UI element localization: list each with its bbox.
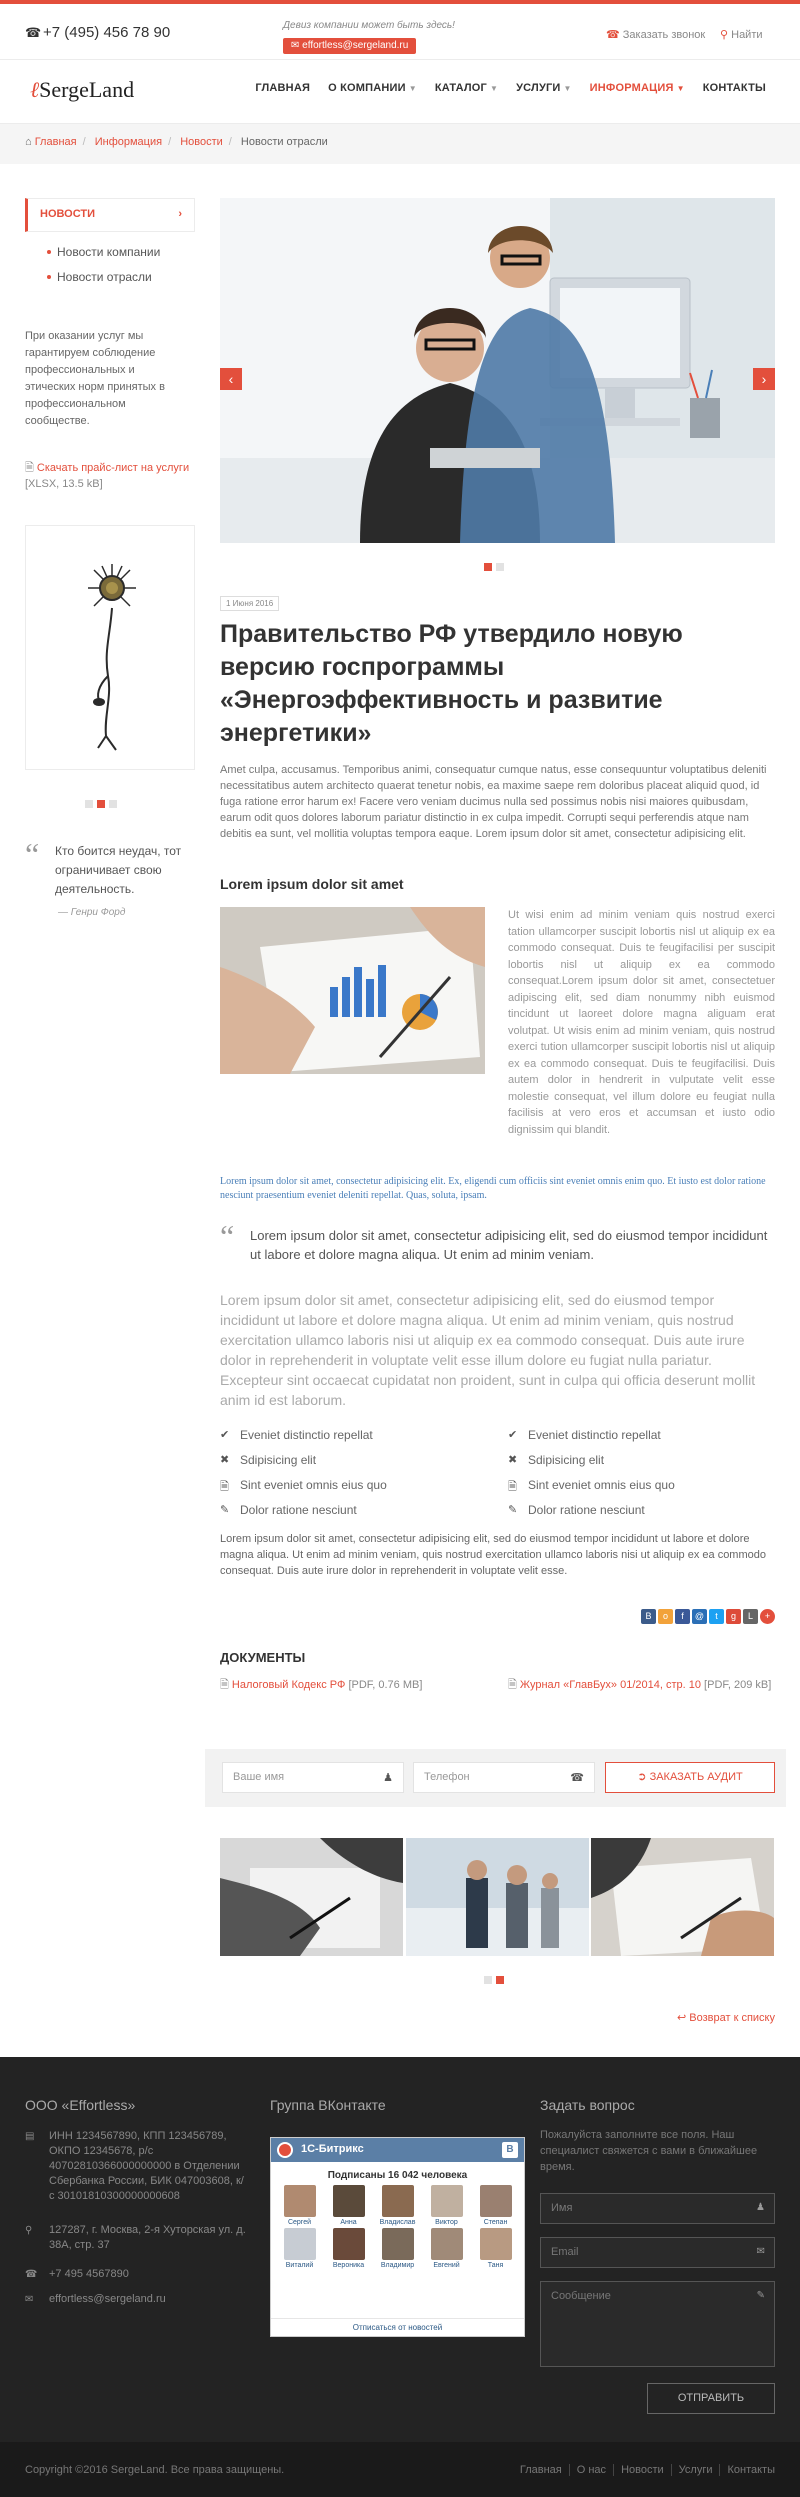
- doc-meta: [PDF, 209 kB]: [704, 1679, 772, 1691]
- footer-nav-about[interactable]: О нас: [570, 2464, 614, 2476]
- feature-text: Eveniet distinctio repellat: [240, 1428, 373, 1442]
- livejournal-share-icon[interactable]: L: [743, 1609, 758, 1624]
- logo-text: SergeLand: [39, 77, 135, 102]
- name-placeholder: Ваше имя: [233, 1771, 285, 1783]
- price-link-label: Скачать прайс-лист на услуги: [36, 462, 190, 474]
- breadcrumb: ⌂ Главная / Информация / Новости / Новости отрасли: [25, 136, 328, 148]
- order-audit-label: ЗАКАЗАТЬ АУДИТ: [649, 1771, 743, 1783]
- feature-item: [508, 1453, 778, 1467]
- footer-nav-news[interactable]: Новости: [614, 2464, 672, 2476]
- member-name: Виктор: [435, 2219, 458, 2226]
- check-icon: ✔: [220, 1429, 230, 1441]
- nav-item-catalog[interactable]: [426, 82, 507, 94]
- feature-text: Dolor ratione nesciunt: [528, 1503, 645, 1517]
- bottom-bar: [0, 2442, 800, 2497]
- sidebar-item-industry-news[interactable]: Новости отрасли: [47, 270, 160, 284]
- avatar: [333, 2185, 365, 2217]
- main-image-slider[interactable]: [220, 198, 775, 543]
- bitrix-logo: [277, 2142, 293, 2158]
- more-share-icon[interactable]: +: [760, 1609, 775, 1624]
- quote-author: — Генри Форд: [58, 907, 126, 918]
- feature-text: Eveniet distinctio repellat: [528, 1428, 661, 1442]
- user-icon: ♟: [383, 1772, 393, 1784]
- vk-member[interactable]: [471, 2228, 520, 2269]
- chevron-down-icon: ▼: [563, 84, 572, 93]
- feature-item: [508, 1503, 778, 1517]
- ask-email-input[interactable]: [540, 2237, 775, 2268]
- search-label: Найти: [731, 29, 763, 41]
- gallery-photo[interactable]: [591, 1838, 775, 1956]
- doc-item[interactable]: [220, 1677, 475, 1693]
- vk-member[interactable]: [324, 2228, 373, 2269]
- main-nav: [246, 82, 775, 94]
- feature-item: [220, 1503, 490, 1517]
- price-list-link[interactable]: [25, 460, 195, 492]
- feature-text: Sdipisicing elit: [528, 1453, 605, 1467]
- article-final-text: Lorem ipsum dolor sit amet, consectetur adipisicing elit, sed do eiusmod tempor incididunt ut labore et dolore magna aliqua. Ut enim ad minim veniam, quis nostrud exercitation ullamco laboris nisi ut aliquip ex ea commodo consequat. Duis aute irure dolor in reprehenderit in voluptate velit esse.: [220, 1533, 766, 1577]
- feature-text: Sdipisicing elit: [240, 1453, 317, 1467]
- phone-icon: ☎: [25, 2269, 38, 2280]
- feature-item: [220, 1428, 490, 1442]
- nav-item-services[interactable]: [507, 82, 581, 94]
- file-icon: 🗎: [220, 1481, 229, 1493]
- ok-share-icon[interactable]: o: [658, 1609, 673, 1624]
- article-big-text: Lorem ipsum dolor sit amet, consectetur adipisicing elit, sed do eiusmod tempor incididunt ut labore et dolore magna aliqua. Ut enim ad minim veniam, quis nostrud exercitation ullamco laboris nisi ut aliquip ex ea commodo consequat. Duis aute irure dolor in reprehenderit in voluptate velit esse illum dolore eu fugiat nulla pariatur. Excepteur sint occaecat cupidatat non proident, sunt in culpa qui officia deserunt mollit anim id est laborum.: [220, 1292, 756, 1408]
- back-to-list-link[interactable]: [677, 2011, 775, 2024]
- feature-item: [220, 1453, 490, 1467]
- feature-text: Dolor ratione nesciunt: [240, 1503, 357, 1517]
- quote-text: Кто боится неудач, тот ограничивает свою деятельность.: [55, 844, 182, 896]
- member-name: Виталий: [285, 2262, 314, 2269]
- audit-form: [205, 1749, 786, 1807]
- vk-subscribers: Подписаны 16 042 человека: [327, 2170, 468, 2181]
- callback-label: Заказать звонок: [622, 29, 706, 41]
- quote-icon: “: [220, 1218, 235, 1254]
- sidebar-slider-dots: [85, 800, 117, 808]
- sidebar-list: [47, 245, 160, 295]
- business-chart-photo: [220, 907, 485, 1074]
- avatar: [431, 2228, 463, 2260]
- file-icon: 🗎: [25, 462, 34, 474]
- envelope-icon: ✉: [25, 2294, 34, 2305]
- pencil-icon: ✎: [508, 1504, 518, 1516]
- avatar: [382, 2185, 414, 2217]
- blockquote-text: Lorem ipsum dolor sit amet, consectetur adipisicing elit, sed do eiusmod tempor incididunt ut labore et dolore magna aliqua. Ut enim ad minim veniam.: [250, 1228, 768, 1262]
- article-title: Правительство РФ утвердило новую версию госпрограммы «Энергоэффективность и развитие энергетики»: [220, 620, 683, 747]
- office-photo: [220, 198, 775, 543]
- footer-nav: [513, 2464, 775, 2476]
- slider-dot[interactable]: [484, 1976, 492, 1984]
- footer-company: ООО «Effortless»: [25, 2097, 136, 2113]
- price-link-meta: [XLSX, 13.5 kB]: [25, 478, 103, 490]
- vk-widget[interactable]: [270, 2137, 525, 2337]
- footer-email-text: effortless@sergeland.ru: [49, 2293, 166, 2305]
- vk-group-name: 1С-Битрикс: [301, 2143, 364, 2155]
- member-name: Сергей: [287, 2219, 312, 2226]
- share-icon: ➲: [637, 1771, 647, 1783]
- doc-meta: [PDF, 0.76 MB]: [348, 1679, 423, 1691]
- sidebar-title[interactable]: [25, 198, 195, 232]
- main-slider-dots: [484, 563, 504, 571]
- nav-item-info[interactable]: [581, 82, 694, 94]
- google-share-icon[interactable]: g: [726, 1609, 741, 1624]
- requisites-text: ИНН 1234567890, КПП 123456789, ОКПО 12345678, р/с 40702810366000000000 в Отделении Сбербанка России, БИК 047003608, к/с 30101810300000000608: [49, 2130, 244, 2202]
- twitter-share-icon[interactable]: t: [709, 1609, 724, 1624]
- feature-text: Sint eveniet omnis eius quo: [240, 1478, 387, 1492]
- vk-member[interactable]: [373, 2185, 422, 2226]
- mailru-share-icon[interactable]: @: [692, 1609, 707, 1624]
- vk-member[interactable]: [471, 2185, 520, 2226]
- nav-item-home[interactable]: [246, 82, 319, 94]
- chevron-down-icon: ▼: [676, 84, 685, 93]
- ask-title: Задать вопрос: [540, 2097, 635, 2113]
- chevron-right-icon: ›: [178, 208, 182, 220]
- doc-link: Налоговый Кодекс РФ: [231, 1679, 346, 1691]
- article-lead: Amet culpa, accusamus. Temporibus animi, consequatur cumque natus, esse consequuntur voluptatibus deleniti necessitatibus autem architecto quaerat tenetur nobis, ea maxime saepe rem doloribus placeat aliquid quod, id fuga ratione error harum ex! Facere vero veniam ducimus nulla sed possimus nobis nisi maiores quibusdam, earum odit quos dolores laborum pariatur distinctio in ex culpa impedit. Corrupti sequi perferendis atque nam debitis ea sunt, vel mollitia voluptas tempora eaque. Lorem ipsum dolor sit amet, consectetur adipisicing elit.: [220, 764, 767, 840]
- back-link-label: Возврат к списку: [689, 2012, 775, 2024]
- ask-text: Пожалуйста заполните все поля. Наш специалист свяжется с вами в ближайшее время.: [540, 2129, 758, 2173]
- ask-email-placeholder: Email: [551, 2246, 579, 2258]
- phone-icon: ☎: [606, 29, 620, 41]
- member-name: Владислав: [379, 2219, 416, 2226]
- name-input[interactable]: [222, 1762, 404, 1793]
- feature-col-right: [508, 1428, 778, 1528]
- feature-item: [508, 1428, 778, 1442]
- breadcrumb-home[interactable]: Главная: [34, 136, 77, 148]
- nav-label: ГЛАВНАЯ: [255, 82, 311, 94]
- sidebar-item-company-news[interactable]: Новости компании: [47, 245, 160, 259]
- phone-placeholder: Телефон: [424, 1771, 470, 1783]
- article-blockquote: [220, 1218, 775, 1264]
- avatar: [480, 2228, 512, 2260]
- member-name: Владимир: [380, 2262, 415, 2269]
- slider-dot[interactable]: [109, 800, 117, 808]
- member-name: Таня: [487, 2262, 504, 2269]
- send-button[interactable]: ОТПРАВИТЬ: [647, 2383, 775, 2414]
- pencil-icon: ✎: [756, 2290, 765, 2301]
- check-icon: ✔: [508, 1429, 518, 1441]
- id-card-icon: ▤: [25, 2131, 35, 2142]
- ask-name-input[interactable]: [540, 2193, 775, 2224]
- footer-nav-services[interactable]: Услуги: [672, 2464, 721, 2476]
- slider-dot-active[interactable]: [496, 1976, 504, 1984]
- breadcrumb-bar: [0, 124, 800, 164]
- close-icon: ✖: [220, 1454, 230, 1466]
- avatar: [333, 2228, 365, 2260]
- vk-title: Группа ВКонтакте: [270, 2097, 386, 2113]
- sidebar-text: При оказании услуг мы гарантируем соблюдение профессиональных и этических норм принятых в профессиональном сообществе.: [25, 330, 165, 427]
- file-icon: 🗎: [508, 1679, 517, 1691]
- footer-phone[interactable]: [25, 2267, 255, 2282]
- quote-icon: “: [25, 836, 40, 872]
- nav-label: О КОМПАНИИ: [328, 82, 406, 94]
- article-right-column: Ut wisi enim ad minim veniam quis nostrud exerci tation ullamcorper suscipit lobortis nisl ut aliquip ex ea commodo consequat. Duis te feugifacilisi per suscipit lobortis nisl ut aliquip ex ea commodo consequat.Lorem ipsum dolor sit amet, consectetuer adipiscing elit, sed diam nonummy nibh euismod tincidunt ut laoreet dolore magna aliguam erat volutpat. Ut wisis enim ad minim veniam, quis nostrud exerci tution ullamcorper suscipit lobortis nisl ut aliquip ex ea commodo consequat. Duis te feugifacilisi. Duis autem dolor in hendrerit in vulputate velit esse molestie consequat, vel illum dolore eu feugiat nulla facilisis at vero eros et accumsan et iusto odio dignissim qui blandit.: [508, 909, 775, 1136]
- nav-label: КАТАЛОГ: [434, 82, 487, 94]
- ask-message-placeholder: Сообщение: [551, 2290, 611, 2302]
- pencil-icon: ✎: [220, 1504, 230, 1516]
- member-name: Евгений: [433, 2262, 460, 2269]
- user-icon: ♟: [756, 2202, 765, 2213]
- gallery-dots: [484, 1976, 504, 1984]
- vk-widget-header: [271, 2138, 524, 2162]
- footer-requisites: [25, 2129, 245, 2204]
- phone-number: +7 (495) 456 78 90: [43, 24, 171, 41]
- nav-label: ИНФОРМАЦИЯ: [589, 82, 674, 94]
- phone-icon: ☎: [570, 1772, 584, 1784]
- vk-member[interactable]: [373, 2228, 422, 2269]
- article-date: 1 Июня 2016: [220, 596, 279, 611]
- vk-share-icon[interactable]: B: [641, 1609, 656, 1624]
- member-name: Степан: [483, 2219, 508, 2226]
- ask-message-textarea[interactable]: [540, 2281, 775, 2367]
- gallery-photo[interactable]: [406, 1838, 590, 1956]
- vk-member[interactable]: [422, 2185, 471, 2226]
- breadcrumb-current: Новости отрасли: [240, 136, 328, 148]
- slider-dot-active[interactable]: [97, 800, 105, 808]
- vk-member[interactable]: [422, 2228, 471, 2269]
- address-text: 127287, г. Москва, 2-я Хуторская ул. д. 38А, стр. 37: [49, 2224, 246, 2251]
- file-icon: 🗎: [220, 1679, 229, 1691]
- avatar: [431, 2185, 463, 2217]
- avatar: [480, 2185, 512, 2217]
- search-link[interactable]: [720, 28, 763, 41]
- map-marker-icon: ⚲: [25, 2225, 33, 2236]
- sidebar-title-label: НОВОСТИ: [40, 208, 96, 220]
- breadcrumb-news[interactable]: Новости: [180, 136, 223, 148]
- gallery-photo[interactable]: [220, 1838, 404, 1956]
- share-buttons: [641, 1609, 775, 1624]
- vk-logo-icon: B: [502, 2142, 518, 2158]
- phone-input[interactable]: [413, 1762, 595, 1793]
- chevron-down-icon: ▼: [408, 84, 417, 93]
- chevron-down-icon: ▼: [489, 84, 499, 93]
- slider-dot[interactable]: [496, 563, 504, 571]
- copyright: Copyright ©2016 SergeLand. Все права защищены.: [25, 2464, 285, 2476]
- callback-link[interactable]: [606, 28, 705, 41]
- sidebar-quote: [25, 836, 195, 918]
- nav-label: УСЛУГИ: [516, 82, 561, 94]
- email-badge[interactable]: ✉ effortless@sergeland.ru: [283, 38, 416, 54]
- feature-item: [220, 1478, 490, 1492]
- vk-member[interactable]: [275, 2228, 324, 2269]
- footer-address: [25, 2223, 255, 2253]
- docs-title: ДОКУМЕНТЫ: [220, 1650, 306, 1665]
- ask-name-placeholder: Имя: [551, 2202, 573, 2214]
- file-icon: 🗎: [508, 1481, 517, 1493]
- article-serif-text: Lorem ipsum dolor sit amet, consectetur adipisicing elit. Ex, eligendi cum officiis sint eveniet omnis enim quo. Et iusto est dolor ratione nesciunt praesentium eveniet deleniti repellat. Quas, soluta, ipsam.: [220, 1176, 766, 1201]
- article-subheading: Lorem ipsum dolor sit amet: [220, 876, 404, 892]
- slider-dot[interactable]: [85, 800, 93, 808]
- slider-prev-button[interactable]: ‹: [220, 368, 242, 390]
- vk-members: [271, 2181, 524, 2269]
- doc-item[interactable]: [508, 1677, 775, 1693]
- header-nav: [0, 60, 800, 124]
- flower-sculpture-image: [26, 526, 194, 769]
- sidebar-image-slider[interactable]: [25, 525, 195, 770]
- footer-phone-text: +7 495 4567890: [49, 2268, 129, 2280]
- nav-item-contacts[interactable]: [694, 82, 775, 94]
- slogan: Девиз компании может быть здесь!: [283, 20, 455, 31]
- facebook-share-icon[interactable]: f: [675, 1609, 690, 1624]
- vk-member[interactable]: [275, 2185, 324, 2226]
- breadcrumb-info[interactable]: Информация: [94, 136, 163, 148]
- slider-next-button[interactable]: ›: [753, 368, 775, 390]
- header-phone[interactable]: [25, 24, 170, 41]
- doc-link: Журнал «ГлавБух» 01/2014, стр. 10: [519, 1679, 701, 1691]
- member-name: Анна: [340, 2219, 357, 2226]
- logo[interactable]: ℓSergeLand: [30, 77, 135, 102]
- feature-text: Sint eveniet omnis eius quo: [528, 1478, 675, 1492]
- feature-item: [508, 1478, 778, 1492]
- search-icon: ⚲: [720, 29, 729, 41]
- avatar: [284, 2185, 316, 2217]
- footer: [0, 2057, 800, 2442]
- close-icon: ✖: [508, 1454, 518, 1466]
- footer-email[interactable]: [25, 2292, 255, 2307]
- email-text: effortless@sergeland.ru: [302, 40, 409, 51]
- envelope-icon: ✉: [756, 2246, 765, 2257]
- vk-member[interactable]: [324, 2185, 373, 2226]
- phone-icon: ☎: [25, 25, 42, 40]
- member-name: Вероника: [332, 2262, 365, 2269]
- nav-item-about[interactable]: [319, 82, 426, 94]
- camera-icon: [284, 2228, 316, 2260]
- order-audit-button[interactable]: [605, 1762, 775, 1793]
- home-icon: ⌂: [25, 136, 32, 148]
- avatar: [382, 2228, 414, 2260]
- photo-gallery[interactable]: [220, 1838, 775, 1956]
- header-top: [0, 4, 800, 60]
- footer-nav-home[interactable]: Главная: [513, 2464, 570, 2476]
- feature-col-left: [220, 1428, 490, 1528]
- slider-dot-active[interactable]: [484, 563, 492, 571]
- nav-label: КОНТАКТЫ: [702, 82, 766, 94]
- footer-nav-contacts[interactable]: Контакты: [727, 2464, 775, 2476]
- vk-unsubscribe-link[interactable]: Отписаться от новостей: [271, 2318, 524, 2336]
- external-link-icon: ↩: [677, 2012, 687, 2024]
